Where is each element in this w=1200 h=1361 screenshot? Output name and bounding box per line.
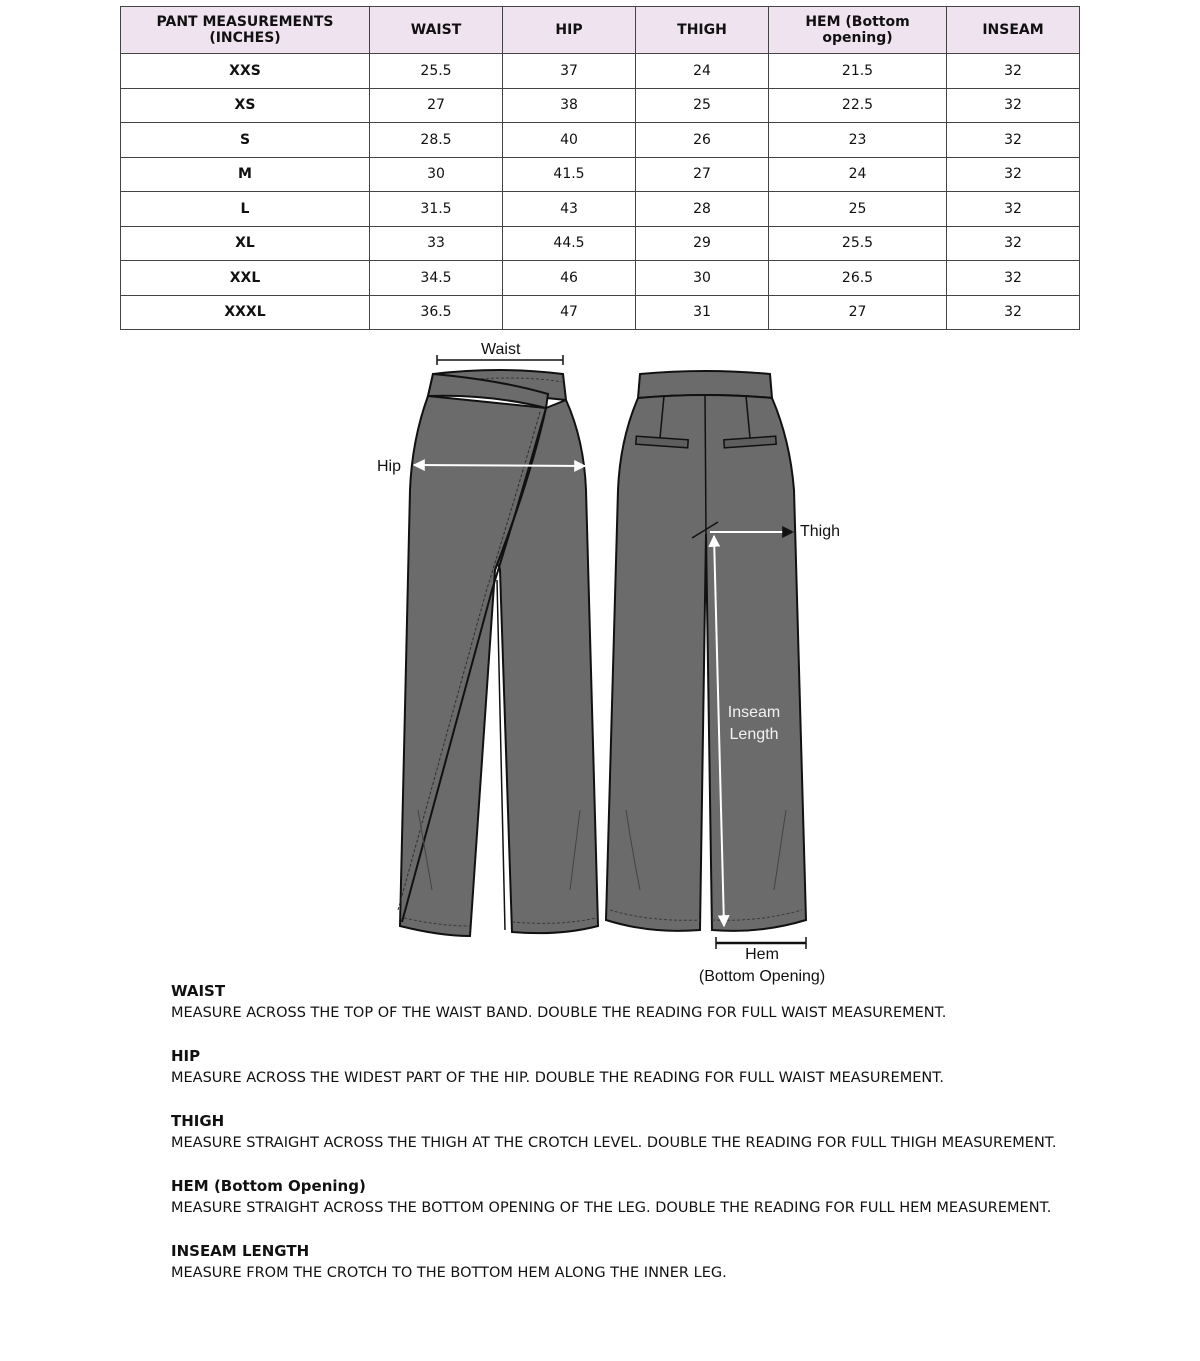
cell-size: XXXL <box>121 295 370 330</box>
cell-hem: 25 <box>769 192 947 227</box>
measurement-guide <box>171 980 1131 1305</box>
cell-size: XS <box>121 88 370 123</box>
cell-hip: 38 <box>503 88 636 123</box>
cell-hem: 27 <box>769 295 947 330</box>
column-header-thigh: THIGH <box>636 7 769 54</box>
cell-hip: 41.5 <box>503 157 636 192</box>
cell-inseam: 32 <box>947 226 1080 261</box>
column-header-hip: HIP <box>503 7 636 54</box>
cell-hip: 40 <box>503 123 636 158</box>
table-row <box>121 54 1080 89</box>
cell-size: XXS <box>121 54 370 89</box>
guide-heading: HIP <box>171 1047 201 1065</box>
pant-measurement-diagram <box>0 330 1200 990</box>
cell-hip: 37 <box>503 54 636 89</box>
cell-hem: 25.5 <box>769 226 947 261</box>
cell-thigh: 31 <box>636 295 769 330</box>
cell-waist: 36.5 <box>370 295 503 330</box>
guide-section-thigh <box>171 1110 1131 1154</box>
guide-section-hip <box>171 1045 1131 1089</box>
guide-section-waist <box>171 980 1131 1024</box>
cell-thigh: 28 <box>636 192 769 227</box>
cell-hip: 47 <box>503 295 636 330</box>
cell-inseam: 32 <box>947 192 1080 227</box>
cell-waist: 34.5 <box>370 261 503 296</box>
cell-hem: 26.5 <box>769 261 947 296</box>
pant-illustration <box>0 330 1200 990</box>
column-header-hem: HEM (Bottom opening) <box>769 7 947 54</box>
cell-waist: 30 <box>370 157 503 192</box>
cell-size: L <box>121 192 370 227</box>
cell-thigh: 24 <box>636 54 769 89</box>
column-header-size: PANT MEASUREMENTS (INCHES) <box>121 7 370 54</box>
cell-size: XXL <box>121 261 370 296</box>
table-row <box>121 123 1080 158</box>
guide-section-inseam <box>171 1240 1131 1284</box>
guide-heading: WAIST <box>171 982 226 1000</box>
inseam-label-line1: Inseam <box>727 704 781 721</box>
cell-thigh: 27 <box>636 157 769 192</box>
table-body <box>121 54 1080 330</box>
back-view-pant <box>606 371 806 931</box>
thigh-label: Thigh <box>800 523 841 540</box>
hem-label-line2: (Bottom Opening) <box>698 968 826 985</box>
guide-text: MEASURE STRAIGHT ACROSS THE THIGH AT THE CROTCH LEVEL. DOUBLE THE READING FOR FULL THIGH MEASUREMENT. <box>171 1135 1057 1151</box>
cell-waist: 28.5 <box>370 123 503 158</box>
guide-text: MEASURE ACROSS THE TOP OF THE WAIST BAND. DOUBLE THE READING FOR FULL WAIST MEASUREMENT. <box>171 1005 947 1021</box>
guide-heading: THIGH <box>171 1112 225 1130</box>
hip-label: Hip <box>377 458 402 475</box>
cell-waist: 33 <box>370 226 503 261</box>
cell-inseam: 32 <box>947 295 1080 330</box>
cell-hem: 23 <box>769 123 947 158</box>
cell-hem: 24 <box>769 157 947 192</box>
cell-waist: 25.5 <box>370 54 503 89</box>
cell-inseam: 32 <box>947 88 1080 123</box>
cell-waist: 31.5 <box>370 192 503 227</box>
table-row <box>121 88 1080 123</box>
table-row <box>121 295 1080 330</box>
table-row <box>121 226 1080 261</box>
cell-waist: 27 <box>370 88 503 123</box>
front-view-pant <box>398 370 598 936</box>
cell-inseam: 32 <box>947 54 1080 89</box>
cell-hip: 46 <box>503 261 636 296</box>
cell-thigh: 26 <box>636 123 769 158</box>
cell-hem: 21.5 <box>769 54 947 89</box>
column-header-inseam: INSEAM <box>947 7 1080 54</box>
guide-text: MEASURE ACROSS THE WIDEST PART OF THE HIP. DOUBLE THE READING FOR FULL WAIST MEASUREMENT. <box>171 1070 944 1086</box>
table-row <box>121 261 1080 296</box>
guide-heading: INSEAM LENGTH <box>171 1242 310 1260</box>
guide-text: MEASURE FROM THE CROTCH TO THE BOTTOM HEM ALONG THE INNER LEG. <box>171 1265 727 1281</box>
cell-hip: 44.5 <box>503 226 636 261</box>
table-row <box>121 157 1080 192</box>
guide-section-hem <box>171 1175 1131 1219</box>
cell-thigh: 30 <box>636 261 769 296</box>
cell-size: XL <box>121 226 370 261</box>
cell-size: S <box>121 123 370 158</box>
inseam-label-line2: Length <box>729 726 779 743</box>
column-header-waist: WAIST <box>370 7 503 54</box>
size-chart-table <box>120 6 1080 330</box>
cell-size: M <box>121 157 370 192</box>
cell-hem: 22.5 <box>769 88 947 123</box>
waist-label: Waist <box>481 341 521 358</box>
cell-inseam: 32 <box>947 123 1080 158</box>
cell-inseam: 32 <box>947 157 1080 192</box>
hem-label-line1: Hem <box>745 946 779 963</box>
guide-heading: HEM (Bottom Opening) <box>171 1177 366 1195</box>
hip-measure-arrow <box>414 465 585 466</box>
cell-hip: 43 <box>503 192 636 227</box>
cell-thigh: 25 <box>636 88 769 123</box>
cell-inseam: 32 <box>947 261 1080 296</box>
cell-thigh: 29 <box>636 226 769 261</box>
table-header-row <box>121 7 1080 54</box>
table-row <box>121 192 1080 227</box>
guide-text: MEASURE STRAIGHT ACROSS THE BOTTOM OPENING OF THE LEG. DOUBLE THE READING FOR FULL HEM MEASUREMENT. <box>171 1200 1052 1216</box>
